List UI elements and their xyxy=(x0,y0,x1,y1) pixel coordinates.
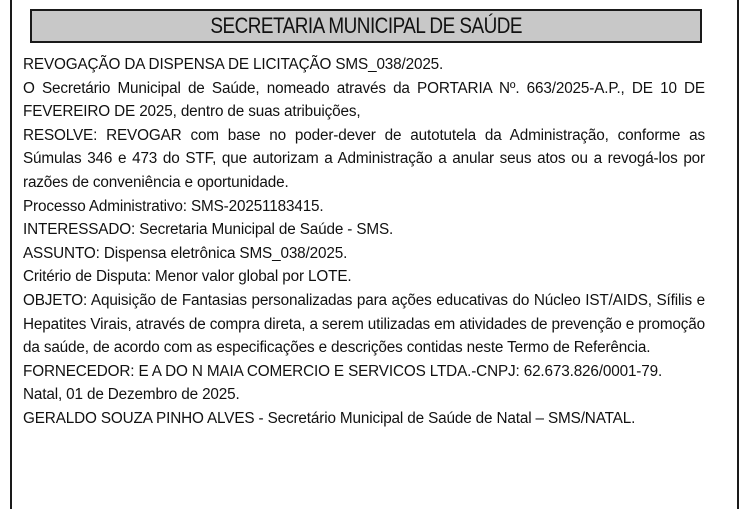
document-heading: REVOGAÇÃO DA DISPENSA DE LICITAÇÃO SMS_038/2025. xyxy=(23,56,444,73)
objeto-paragraph: OBJETO: Aquisição de Fantasias personalizadas para ações educativas do Núcleo IST/AIDS, Sífilis e Hepatites Virais, através de compra direta, a serem utilizadas em atividades de prevenção e promoção da saúde, de acordo com as especificações e descrições contidas neste Termo de Referência. xyxy=(23,291,705,357)
resolve-paragraph: RESOLVE: REVOGAR com base no poder-dever de autotutela da Administração, conforme as Súmulas 346 e 473 do STF, que autorizam a Administração a anular seus atos ou a revogá-los por razões de conveniência e oportunidade. xyxy=(23,126,705,191)
document-page xyxy=(10,0,739,509)
fornecedor-line: FORNECEDOR: E A DO N MAIA COMERCIO E SERVICOS LTDA.-CNPJ: 62.673.826/0001-79. xyxy=(23,362,663,380)
signature-line: GERALDO SOUZA PINHO ALVES - Secretário Municipal de Saúde de Natal – SMS/NATAL. xyxy=(23,409,636,427)
header-title: SECRETARIA MUNICIPAL DE SAÚDE xyxy=(210,13,522,38)
local-data-line: Natal, 01 de Dezembro de 2025. xyxy=(23,386,240,404)
assunto-line: ASSUNTO: Dispensa eletrônica SMS_038/2025. xyxy=(23,244,348,262)
header-bar xyxy=(30,9,702,43)
processo-line: Processo Administrativo: SMS-20251183415. xyxy=(23,197,324,215)
document-body xyxy=(23,53,705,431)
criterio-line: Critério de Disputa: Menor valor global por LOTE. xyxy=(23,268,352,286)
interessado-line: INTERESSADO: Secretaria Municipal de Saúde - SMS. xyxy=(23,221,394,239)
intro-paragraph: O Secretário Municipal de Saúde, nomeado através da PORTARIA Nº. 663/2025-A.P., DE 10 DE FEVEREIRO DE 2025, dentro de suas atribuições, xyxy=(23,79,705,121)
